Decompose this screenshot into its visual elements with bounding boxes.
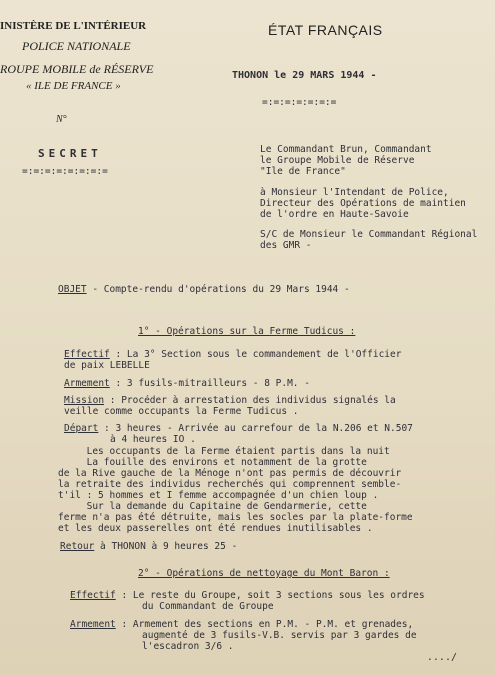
section2-effectif — [70, 590, 425, 601]
continuation-mark: ..../ — [426, 652, 457, 663]
section1-retour — [60, 541, 237, 552]
section2-armement-cont-2: l'escadron 3/6 . — [142, 641, 234, 652]
section2-armement-cont-1: augmenté de 3 fusils-V.B. servis par 3 gardes de — [142, 630, 417, 641]
section1-body-2: La fouille des environs et notamment de la grotte — [58, 457, 367, 468]
mission-text: : Procéder à arrestation des individus signalés la — [104, 395, 396, 406]
section1-mission — [64, 395, 396, 406]
section1-body-8: et les deux passerelles ont été rendues inutilisables . — [58, 523, 373, 534]
section1-effectif — [64, 349, 401, 360]
objet-label: OBJET — [58, 284, 87, 295]
via-line-1: S/C de Monsieur le Commandant Régional — [260, 229, 478, 240]
police-heading: POLICE NATIONALE — [22, 39, 131, 53]
section1-body-5: t'il : 5 hommes et I femme accompagnée d'un chien loup . — [58, 490, 379, 501]
section1-body-4: la retraite des individus recherchés qui comprennent semble- — [58, 479, 402, 490]
sender-line-3: "Ile de France" — [260, 166, 346, 177]
recipient-line-2: Directeur des Opérations de maintien — [260, 198, 466, 209]
section1-armement — [64, 378, 310, 389]
retour-text: à THONON à 9 heures 25 - — [94, 541, 238, 552]
depart-text: : 3 heures - Arrivée au carrefour de la N.206 et N.507 — [98, 423, 413, 434]
effectif2-label: Effectif — [70, 590, 116, 601]
armement2-label: Armement — [70, 619, 116, 630]
section1-body-6: Sur la demande du Capitaine de Gendarmerie, cette — [58, 501, 367, 512]
sender-line-1: Le Commandant Brun, Commandant — [260, 144, 432, 155]
effectif2-text: : Le reste du Groupe, soit 3 sections sous les ordres — [115, 590, 425, 601]
recipient-line-1: à Monsieur l'Intendant de Police, — [260, 187, 449, 198]
effectif-text: : La 3° Section sous le commandement de l'Officier — [109, 349, 402, 360]
section1-depart-cont: à 4 heures IO . — [110, 434, 196, 445]
group-heading: ROUPE MOBILE de RÉSERVE — [0, 62, 154, 76]
state-heading: ÉTAT FRANÇAIS — [268, 22, 383, 38]
armement-text: : 3 fusils-mitrailleurs - 8 P.M. - — [109, 378, 310, 389]
depart-label: Départ — [64, 423, 99, 434]
via-line-2: des GMR - — [260, 240, 312, 251]
section1-body-7: ferme n'a pas été détruite, mais les socles par la plate-forme — [58, 512, 413, 523]
section1-body-3: de la Rive gauche de la Ménoge n'ont pas permis de découvrir — [58, 468, 402, 479]
region-heading: « ILE DE FRANCE » — [26, 80, 121, 92]
section2-effectif-cont: du Commandant de Groupe — [142, 601, 274, 612]
section1-mission-cont: veille comme occupants la Ferme Tudicus . — [64, 406, 299, 417]
date-separator: =:=:=:=:=:=:= — [262, 97, 337, 108]
place-date: THONON le 29 MARS 1944 - — [232, 70, 377, 81]
armement-label: Armement — [64, 378, 110, 389]
effectif-label: Effectif — [64, 349, 110, 360]
armement2-text: : Armement des sections en P.M. - P.M. et grenades, — [115, 619, 414, 630]
section2-armement — [70, 619, 413, 630]
secret-label: SECRET — [38, 147, 102, 160]
retour-label: Retour — [60, 541, 95, 552]
section1-depart — [64, 423, 413, 434]
section1-body-1: Les occupants de la Ferme étaient partis dans la nuit — [58, 446, 390, 457]
section1-title: 1° - Opérations sur la Ferme Tudicus : — [138, 326, 356, 337]
section1-effectif-cont: de paix LEBELLE — [64, 360, 150, 371]
section2-title: 2° - Opérations de nettoyage du Mont Baron : — [138, 568, 390, 579]
number-label: N° — [56, 114, 67, 125]
ministry-heading: INISTÈRE DE L'INTÉRIEUR — [0, 20, 147, 32]
sender-line-2: le Groupe Mobile de Réserve — [260, 155, 415, 166]
objet-text: - Compte-rendu d'opérations du 29 Mars 1944 - — [86, 284, 350, 295]
secret-separator: =:=:=:=:=:=:=:= — [22, 166, 108, 177]
recipient-line-3: de l'ordre en Haute-Savoie — [260, 209, 409, 220]
mission-label: Mission — [64, 395, 105, 406]
objet-line — [58, 284, 350, 295]
